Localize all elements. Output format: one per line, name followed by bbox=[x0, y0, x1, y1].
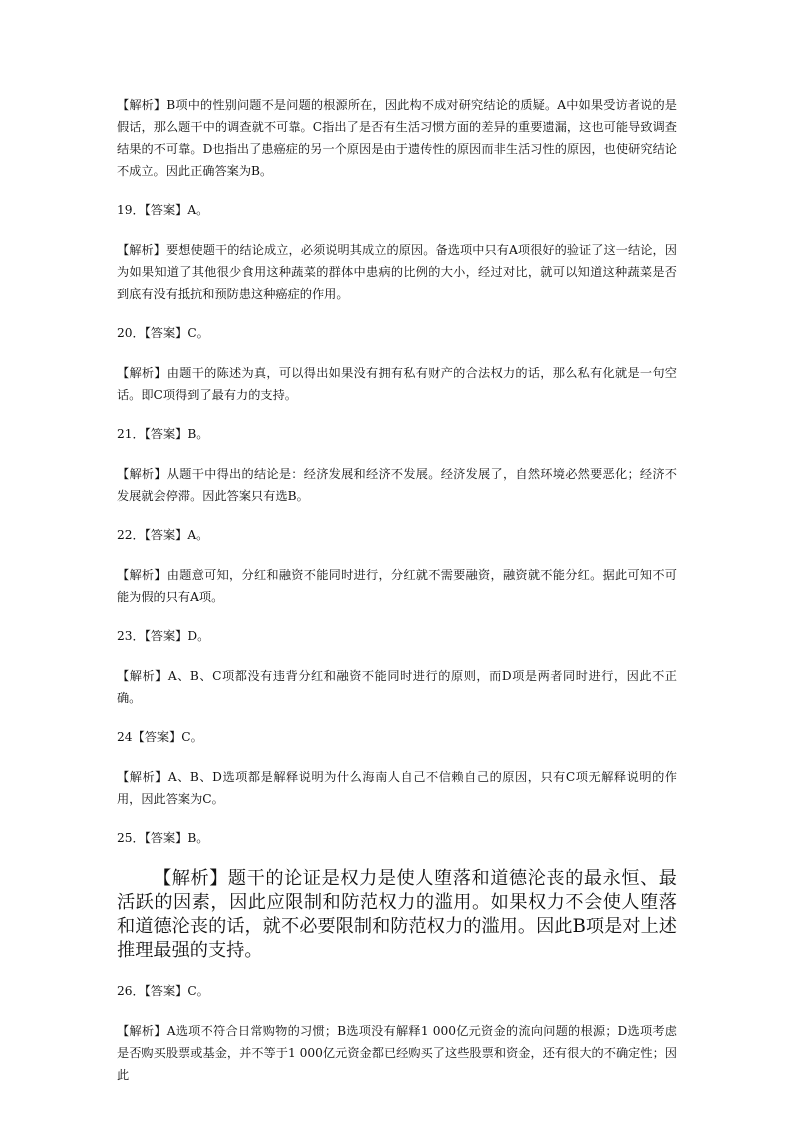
analysis-paragraph-20: 【解析】由题干的陈述为真，可以得出如果没有拥有私有财产的合法权力的话，那么私有化就是一句空话。即C项得到了最有力的支持。 bbox=[117, 366, 677, 402]
analysis-paragraph-22: 【解析】由题意可知，分红和融资不能同时进行，分红就不需要融资，融资就不能分红。据此可知不可能为假的只有A项。 bbox=[117, 568, 677, 604]
answer-line-22: 22．【答案】A。 bbox=[117, 528, 209, 542]
analysis-paragraph-25: 【解析】题干的论证是权力是使人堕落和道德沦丧的最永恒、最活跃的因素，因此应限制和防范权力的滥用。如果权力不会使人堕落和道德沦丧的话，就不必要限制和防范权力的滥用。因此B项是对上述推理最强的支持。 bbox=[117, 868, 677, 961]
analysis-paragraph-23: 【解析】A、B、C项都没有违背分红和融资不能同时进行的原则，而D项是两者同时进行，因此不正确。 bbox=[117, 669, 677, 705]
answer-line-20: 20．【答案】C。 bbox=[117, 326, 209, 340]
analysis-paragraph-19: 【解析】要想使题干的结论成立，必须说明其成立的原因。备选项中只有A项很好的验证了这一结论，因为如果知道了其他很少食用这种蔬菜的群体中患病的比例的大小，经过对比，就可以知道这种蔬菜是否到底有没有抵抗和预防患这种癌症的作用。 bbox=[117, 243, 677, 301]
analysis-paragraph-21: 【解析】从题干中得出的结论是：经济发展和经济不发展。经济发展了，自然环境必然要恶化；经济不发展就会停滞。因此答案只有选B。 bbox=[117, 467, 677, 503]
answer-line-23: 23．【答案】D。 bbox=[117, 629, 210, 643]
analysis-paragraph-26: 【解析】A选项不符合日常购物的习惯；B选项没有解释1 000亿元资金的流向问题的根源；D选项考虑是否购买股票或基金，并不等于1 000亿元资金都已经购买了这些股票和资金，还有很大的不确定性；因此 bbox=[117, 1024, 677, 1082]
answer-line-19: 19．【答案】A。 bbox=[117, 203, 209, 217]
analysis-paragraph-18: 【解析】B项中的性别问题不是问题的根源所在，因此构不成对研究结论的质疑。A中如果受访者说的是假话，那么题干中的调查就不可靠。C指出了是否有生活习惯方面的差异的重要遗漏，这也可能导致调查结果的不可靠。D也指出了患癌症的另一个原因是由于遗传性的原因而非生活习性的原因，也使研究结论不成立。因此正确答案为B。 bbox=[117, 98, 677, 178]
answer-line-25: 25．【答案】B。 bbox=[117, 831, 209, 845]
answer-line-26: 26．【答案】C。 bbox=[117, 984, 209, 998]
answer-line-24: 24【答案】C。 bbox=[117, 730, 203, 744]
analysis-paragraph-24: 【解析】A、B、D选项都是解释说明为什么海南人自己不信赖自己的原因，只有C项无解释说明的作用，因此答案为C。 bbox=[117, 770, 677, 806]
document-body bbox=[117, 94, 677, 1086]
answer-line-21: 21．【答案】B。 bbox=[117, 427, 209, 441]
